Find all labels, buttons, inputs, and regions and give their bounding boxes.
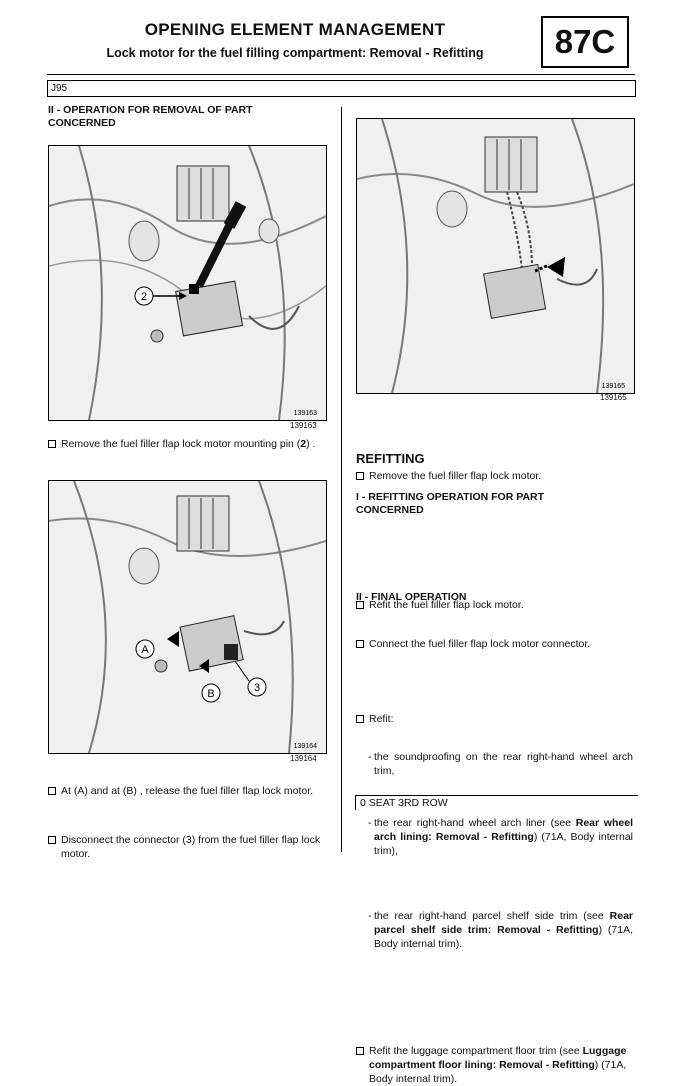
page-title: OPENING ELEMENT MANAGEMENT bbox=[144, 20, 446, 39]
refit-operation-heading: I - REFITTING OPERATION FOR PART CONCERNED bbox=[356, 491, 545, 516]
callout-2: 2 bbox=[140, 291, 148, 303]
step-release-motor: At (A) and at (B) , release the fuel filler flap lock motor. bbox=[48, 784, 338, 798]
figure-number: 139164 bbox=[290, 754, 317, 763]
seat-3rd-row-label: 0 SEAT 3RD ROW bbox=[355, 795, 638, 810]
refit-item-parcel-shelf: - the rear right-hand parcel shelf side trim (see Rear parcel shelf side trim: Removal - Refitting) (71A, Body internal trim). bbox=[368, 910, 633, 950]
figure-139164 bbox=[48, 480, 327, 754]
step-refit-list: Refit: bbox=[356, 712, 646, 726]
bullet-box-icon bbox=[356, 472, 364, 480]
removal-section-heading: II - OPERATION FOR REMOVAL OF PART CONCERNED bbox=[48, 104, 253, 129]
figure-inner-number: 139164 bbox=[293, 743, 317, 750]
bullet-box-icon bbox=[356, 640, 364, 648]
figure-139163 bbox=[48, 145, 327, 421]
step-connect: Connect the fuel filler flap lock motor connector. bbox=[356, 637, 646, 651]
callout-3: 3 bbox=[253, 682, 261, 694]
step-disconnect: Disconnect the connector (3) from the fuel filler flap lock motor. bbox=[48, 833, 338, 861]
bullet-box-icon bbox=[48, 836, 56, 844]
figure-number: 139165 bbox=[600, 393, 627, 402]
refit-item-wheel-arch: - the rear right-hand wheel arch liner (see Rear wheel arch lining: Removal - Refitting) (71A, Body internal trim), bbox=[368, 817, 633, 857]
callout-B: B bbox=[207, 688, 215, 700]
final-operation-heading: II - FINAL OPERATION bbox=[356, 591, 467, 603]
figure-139165 bbox=[356, 118, 635, 394]
figure-inner-number: 139165 bbox=[601, 383, 625, 390]
refitting-heading: REFITTING bbox=[356, 451, 425, 466]
refit-item-soundproofing: - the soundproofing on the rear right-hand wheel arch trim, bbox=[368, 751, 633, 777]
step-refit-floor-trim: Refit the luggage compartment floor trim (see Luggage compartment floor lining: Removal - Refitting) (71A, Body internal trim). bbox=[356, 1044, 646, 1086]
bullet-box-icon bbox=[48, 787, 56, 795]
bullet-box-icon bbox=[48, 440, 56, 448]
bullet-box-icon bbox=[356, 715, 364, 723]
vehicle-code: J95 bbox=[47, 80, 636, 97]
column-separator bbox=[341, 107, 342, 852]
chapter-number: 87C bbox=[541, 16, 629, 68]
step-remove-motor: Remove the fuel filler flap lock motor. bbox=[356, 469, 646, 483]
page-subtitle: Lock motor for the fuel filling compartment: Removal - Refitting bbox=[106, 46, 484, 60]
header-rule bbox=[47, 74, 635, 75]
step-remove-pin: Remove the fuel filler flap lock motor mounting pin (2) . bbox=[48, 437, 338, 451]
bullet-box-icon bbox=[356, 1047, 364, 1055]
step-refit-motor: Refit the fuel filler flap lock motor. bbox=[356, 598, 646, 612]
figure-number: 139163 bbox=[290, 421, 317, 430]
figure-inner-number: 139163 bbox=[293, 410, 317, 417]
callout-A: A bbox=[141, 644, 149, 656]
